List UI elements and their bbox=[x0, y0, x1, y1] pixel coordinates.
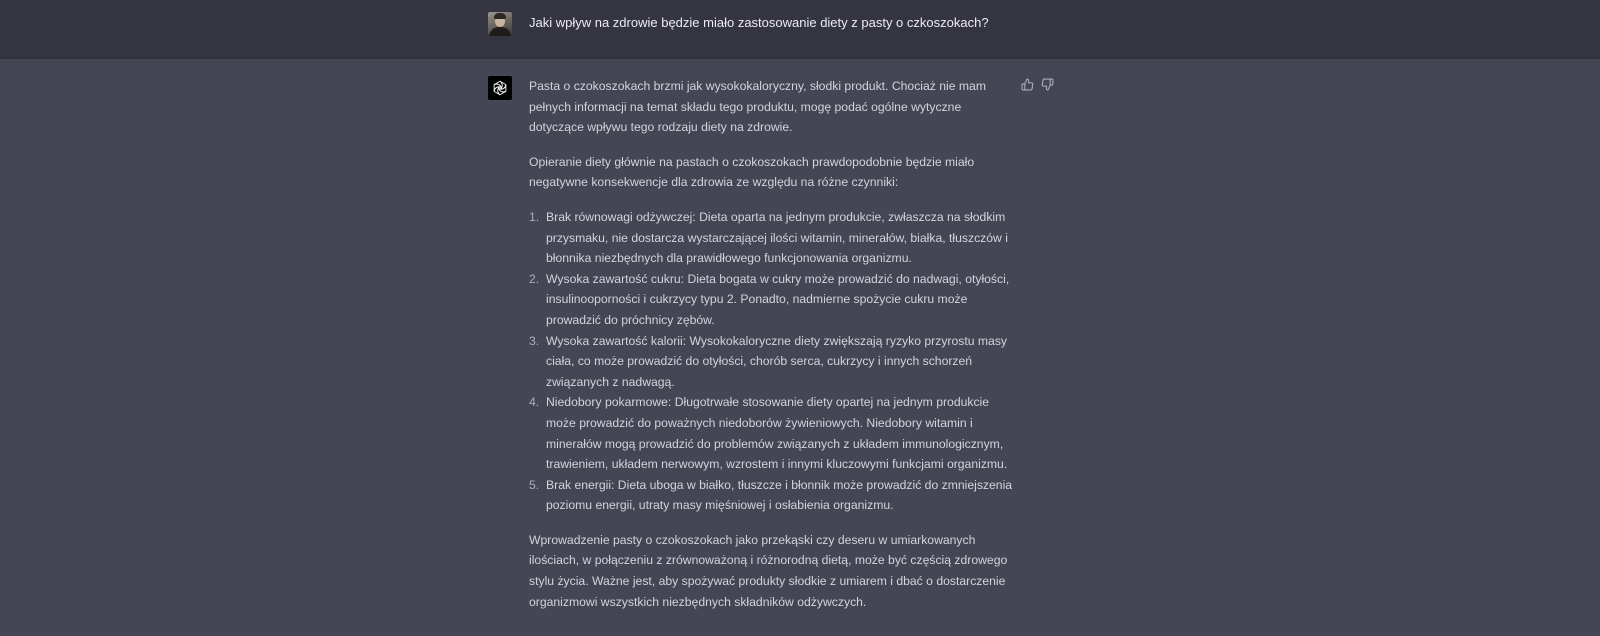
list-item bbox=[529, 207, 1015, 269]
user-message-text: Jaki wpływ na zdrowie będzie miało zastosowanie diety z pasty o czkoszokach? bbox=[529, 15, 989, 30]
list-item-number: 4. bbox=[529, 395, 540, 410]
list-item-number: 2. bbox=[529, 271, 540, 286]
list-item bbox=[529, 269, 1015, 331]
user-message-row bbox=[0, 0, 1600, 59]
openai-logo-icon bbox=[488, 76, 512, 100]
list-item bbox=[529, 392, 1015, 474]
assistant-paragraph-intro: Pasta o czokoszokach brzmi jak wysokokaloryczny, słodki produkt. Chociaż nie mam pełnych informacji na temat składu tego produktu, mogę podać ogólne wytyczne dotyczące wpływu tego rodzaju diety na zdrowie. bbox=[529, 79, 986, 135]
list-item-text: Brak energii: Dieta uboga w białko, tłuszcze i błonnik może prowadzić do zmniejszenia poziomu energii, utraty masy mięśniowej i osłabienia organizmu. bbox=[546, 477, 1013, 513]
list-item-text: Niedobory pokarmowe: Długotrwałe stosowanie diety opartej na jednym produkcie może prowadzić do poważnych niedoborów żywieniowych. Niedobory witamin i minerałów mogą prowadzić do problemów związanych z układem immunologicznym, trawieniem, układem nerwowym, wzrostem i innymi kluczowymi funkcjami organizmu. bbox=[546, 395, 1008, 472]
list-item-number: 1. bbox=[529, 209, 540, 224]
list-item-text: Wysoka zawartość kalorii: Wysokokaloryczne diety zwiększają ryzyko przyrostu masy ciała, co może prowadzić do otyłości, chorób serca, cukrzycy i innych schorzeń związanych z nadwagą. bbox=[546, 333, 1008, 389]
list-item bbox=[529, 331, 1015, 393]
list-item-text: Wysoka zawartość cukru: Dieta bogata w cukry może prowadzić do nadwagi, otyłości, insulinooporności i cukrzycy typu 2. Ponadto, nadmierne spożycie cukru może prowadzić do próchnicy zębów. bbox=[546, 271, 1010, 327]
assistant-paragraph-conclusion: Wprowadzenie pasty o czokoszokach jako przekąski czy deseru w umiarkowanych ilościach, w połączeniu z zrównoważoną i różnorodną dietą, może być częścią zdrowego stylu życia. Ważne jest, aby spożywać produkty słodkie z umiarem i dbać o dostarczenie organizmowi wszystkich niezbędnych składników odżywczych. bbox=[529, 532, 1008, 609]
list-item-number: 5. bbox=[529, 477, 540, 492]
list-item bbox=[529, 475, 1015, 516]
user-avatar bbox=[488, 12, 512, 36]
thumbs-down-icon[interactable] bbox=[1040, 77, 1054, 91]
assistant-factor-list bbox=[529, 207, 1015, 516]
assistant-message-content bbox=[529, 76, 1015, 626]
user-avatar-shoulders bbox=[489, 27, 511, 36]
list-item-number: 3. bbox=[529, 333, 540, 348]
user-avatar-hair bbox=[494, 13, 506, 19]
thumbs-up-icon[interactable] bbox=[1020, 77, 1034, 91]
list-item-text: Brak równowagi odżywczej: Dieta oparta na jednym produkcie, zwłaszcza na słodkim przysmaku, nie dostarcza wystarczającej ilości witamin, minerałów, białka, tłuszczów i błonnika niezbędnych dla prawidłowego funkcjonowania organizmu. bbox=[546, 209, 1008, 266]
assistant-paragraph-lead: Opieranie diety głównie na pastach o czokoszokach prawdopodobnie będzie miało negatywne konsekwencje dla zdrowia ze względu na różne czynniki: bbox=[529, 154, 975, 190]
